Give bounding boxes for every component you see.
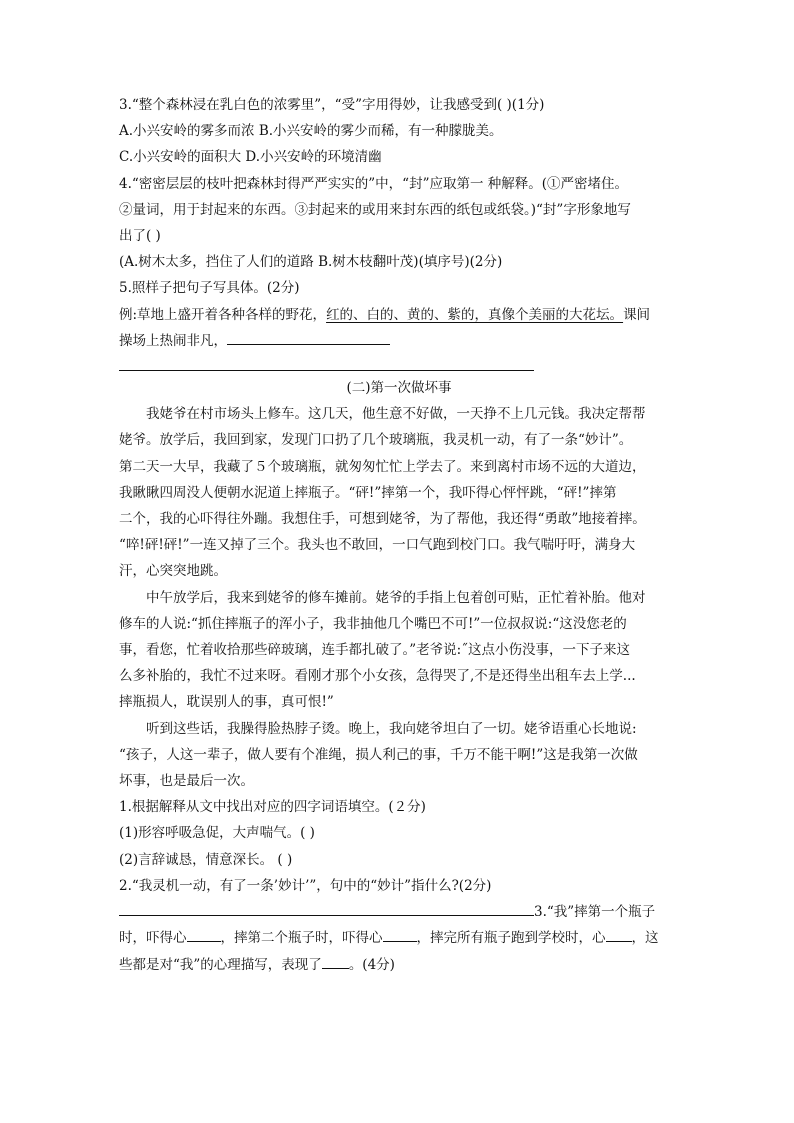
p2-line-4: 么多补胎的，我忙不过来呀。看刚才那个小女孩，急得哭了,不是还得坐出租车去上学... [119,668,636,685]
p2-line-3: 事，看您，忙着收拾那些碎玻璃，连手都扎破了。”老爷说:˝这点小伤没事，一下子来这 [119,642,630,659]
q5-example-suffix: 课间 [623,306,651,323]
q4-line-3: 出了( ) [119,228,161,245]
p2-line-2: 修车的人说:“抓住摔瓶子的浑小子，我非抽他几个嘴巴不可!”一位叔叔说:“这没您老的 [119,615,627,632]
p3-line-3: 坏事，也是最后一次。 [119,773,254,790]
q3-stem: 3.“整个森林浸在乳白色的浓雾里”，“受”字用得妙，让我感受到( )(1分) [119,97,545,113]
q5-prompt-line [119,328,679,354]
question-3-text-5: 些都是对“我”的心理描写，表现了 [119,956,322,973]
question-3-text-2: ，摔第二个瓶子时，吓得心 [220,930,383,947]
q5-answer-blank[interactable] [227,330,390,345]
q5-answer-line[interactable] [119,354,534,371]
question-3-text-3: ，摔完所有瓶子跑到学校时，心 [416,930,606,947]
passage-title: (二)第一次做坏事 [346,380,452,397]
question-1-a: (1)形容呼吸急促，大声喘气。( ) [119,825,315,842]
p1-line-3: 第二天一大早，我藏了５个玻璃瓶，就匆匆忙忙上学去了。来到离村市场不远的大道边， [119,458,646,475]
p3-line-2: “孩子，人这一辈子，做人要有个准绳，损人利己的事，千万不能干啊!”这是我第一次做 [119,746,638,763]
question-3-row-3 [119,952,679,978]
question-2-answer-row [119,899,679,925]
question-2-stem: 2.“我灵机一动，有了一条’妙计’”，句中的“妙计”指什么?(2分) [119,877,492,894]
p1-line-4: 我瞅瞅四周没人便朝水泥道上摔瓶子。“砰!”摔第一个，我吓得心怦怦跳，“砰!”摔第 [119,484,617,501]
q5-example-prefix: 例:草地上盛开着各种各样的野花， [119,306,327,323]
q5-example [119,302,679,328]
q4-line-2: ②量词，用于封起来的东西。③封起来的或用来封东西的纸包或纸袋。)“封”字形象地写 [119,201,631,218]
p1-line-6: “啐!砰!砰!”一连又掉了三个。我头也不敢回，一口气跑到校门口。我气喘吁吁，满身大 [119,537,636,554]
q5-example-underlined: 红的、白的、黄的、紫的，真像个美丽的大花坛。 [326,306,624,323]
question-1-b: (2)言辞诚恳，情意深长。 ( ) [119,851,293,868]
question-3-text-4: ，这 [631,930,659,947]
q5-prompt: 操场上热闹非凡， [119,332,227,349]
question-3-start: 3.“我”摔第一个瓶子 [534,904,656,921]
question-3-blank-1[interactable] [187,927,221,942]
question-3-blank-2[interactable] [383,927,417,942]
question-3-text-6: 。(4分) [348,956,395,973]
p1-line-7: 汗，心突突地跳。 [119,563,227,580]
q4-line-4: (A.树木太多，挡住了人们的道路 B.树木枝翻叶茂)(填序号)(2分) [119,254,503,271]
p1-line-5: 二个，我的心吓得往外蹦。我想住手，可想到姥爷，为了帮他，我还得“勇敢”地接着摔。 [119,511,646,528]
q3-options-cd: C.小兴安岭的面积大 D.小兴安岭的环境清幽 [119,149,382,166]
q4-line-1: 4.“密密层层的枝叶把森林封得严严实实的”中，“封”应取第一 种解释。(①严密堵住。 [119,175,629,192]
question-2-answer-blank[interactable] [119,901,534,916]
p1-line-2: 姥爷。放学后，我回到家，发现门口扔了几个玻璃瓶，我灵机一动，有了一条“妙计”。 [119,432,633,449]
question-1-stem: 1.根据解释从文中找出对应的四字词语填空。(２分) [119,799,426,816]
q5-stem: 5.照样子把句子写具体。(2分) [119,280,300,297]
question-3-blank-3[interactable] [606,927,632,942]
question-3-row-2 [119,925,679,951]
p3-line-1: 听到这些话，我臊得脸热脖子烫。晚上，我向姥爷坦白了一切。姥爷语重心长地说: [146,720,637,737]
p2-line-5: 摔瓶损人，耽误别人的事，真可恨!” [119,694,334,711]
p2-line-1: 中午放学后，我来到姥爷的修车摊前。姥爷的手指上包着创可贴，正忙着补胎。他对 [146,589,646,606]
worksheet-page [119,92,679,978]
q3-options-ab: A.小兴安岭的雾多而浓 B.小兴安岭的雾少而稀，有一种朦胧美。 [119,123,503,140]
question-3-text-1: 时，吓得心 [119,930,187,947]
question-3-blank-4[interactable] [322,954,349,969]
p1-line-1: 我姥爷在村市场头上修车。这几天，他生意不好做，一天挣不上几元钱。我决定帮帮 [146,406,646,423]
